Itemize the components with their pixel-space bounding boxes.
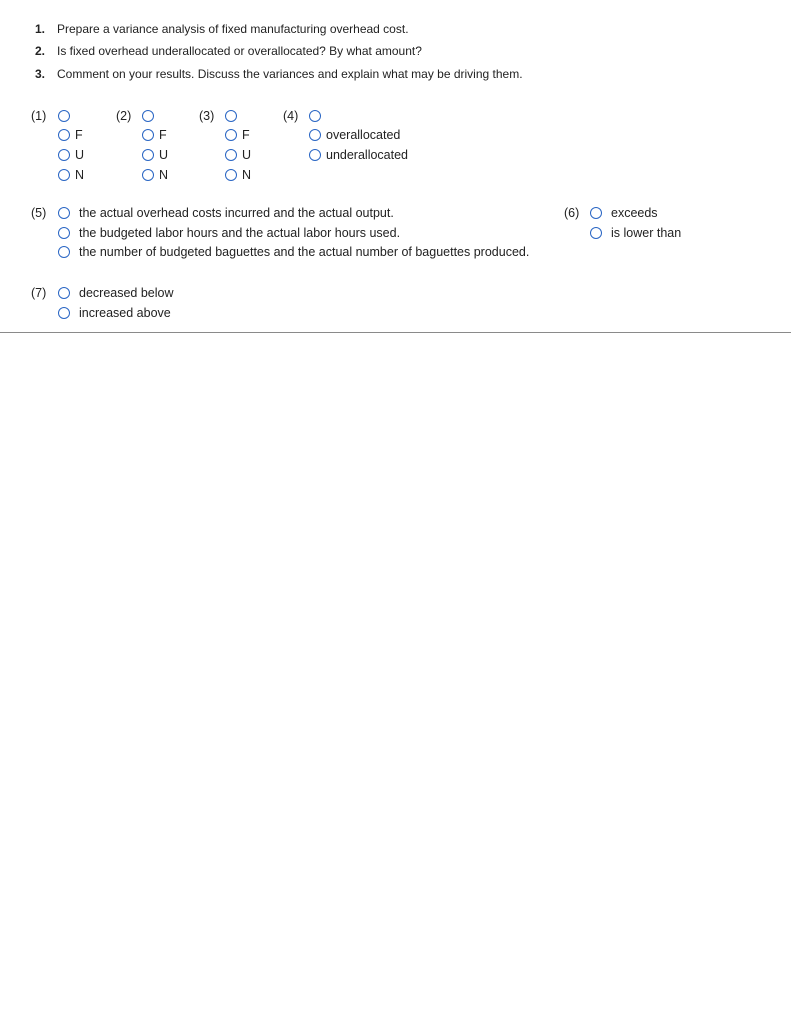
option-label[interactable]: the budgeted labor hours and the actual labor hours used. <box>79 226 401 240</box>
question-number: 2. <box>35 44 46 58</box>
radio-option-exceeds[interactable] <box>590 207 602 219</box>
option-label[interactable]: F <box>159 128 167 142</box>
radio-option-n[interactable] <box>58 169 70 181</box>
option-label[interactable]: N <box>159 168 169 182</box>
group-label: (1) <box>31 109 47 123</box>
group-label: (2) <box>116 109 132 123</box>
radio-option-decreased-below[interactable] <box>58 287 70 299</box>
radio-option-actual-output[interactable] <box>58 207 70 219</box>
radio-option-f[interactable] <box>225 129 237 141</box>
radio-option-f[interactable] <box>142 129 154 141</box>
radio-button[interactable] <box>142 110 154 122</box>
option-label[interactable]: U <box>159 148 169 162</box>
option-label[interactable]: F <box>242 128 250 142</box>
question-1 <box>35 21 409 37</box>
question-number: 1. <box>35 22 46 36</box>
group-label: (6) <box>564 206 580 220</box>
option-label[interactable]: decreased below <box>79 286 174 300</box>
radio-option-labor-hours[interactable] <box>58 227 70 239</box>
radio-option-n[interactable] <box>142 169 154 181</box>
option-label[interactable]: U <box>242 148 252 162</box>
group-label: (3) <box>199 109 215 123</box>
option-label[interactable]: the number of budgeted baguettes and the actual number of baguettes produced. <box>79 245 530 259</box>
option-label[interactable]: U <box>75 148 85 162</box>
question-text: Prepare a variance analysis of fixed manufacturing overhead cost. <box>57 22 409 36</box>
question-text: Is fixed overhead underallocated or overallocated? By what amount? <box>57 44 422 58</box>
question-3 <box>35 66 523 82</box>
option-label[interactable]: overallocated <box>326 128 401 142</box>
group-label: (7) <box>31 286 47 300</box>
option-label[interactable]: is lower than <box>611 226 682 240</box>
option-label[interactable]: N <box>242 168 252 182</box>
option-label[interactable]: the actual overhead costs incurred and the actual output. <box>79 206 394 220</box>
radio-option-increased-above[interactable] <box>58 307 70 319</box>
radio-option-baguettes[interactable] <box>58 246 70 258</box>
option-label[interactable]: increased above <box>79 306 171 320</box>
radio-option-u[interactable] <box>225 149 237 161</box>
question-2 <box>35 43 422 59</box>
radio-option-underallocated[interactable] <box>309 149 321 161</box>
radio-option-is-lower-than[interactable] <box>590 227 602 239</box>
radio-button[interactable] <box>225 110 237 122</box>
group-label: (4) <box>283 109 299 123</box>
radio-option-overallocated[interactable] <box>309 129 321 141</box>
radio-button[interactable] <box>58 110 70 122</box>
radio-option-n[interactable] <box>225 169 237 181</box>
radio-option-f[interactable] <box>58 129 70 141</box>
option-label[interactable]: underallocated <box>326 148 409 162</box>
option-label[interactable]: N <box>75 168 85 182</box>
radio-option-u[interactable] <box>142 149 154 161</box>
question-number: 3. <box>35 67 46 81</box>
question-text: Comment on your results. Discuss the variances and explain what may be driving them. <box>57 67 523 81</box>
divider <box>0 332 791 333</box>
option-label[interactable]: F <box>75 128 83 142</box>
group-label: (5) <box>31 206 47 220</box>
option-label[interactable]: exceeds <box>611 206 658 220</box>
radio-button[interactable] <box>309 110 321 122</box>
radio-option-u[interactable] <box>58 149 70 161</box>
